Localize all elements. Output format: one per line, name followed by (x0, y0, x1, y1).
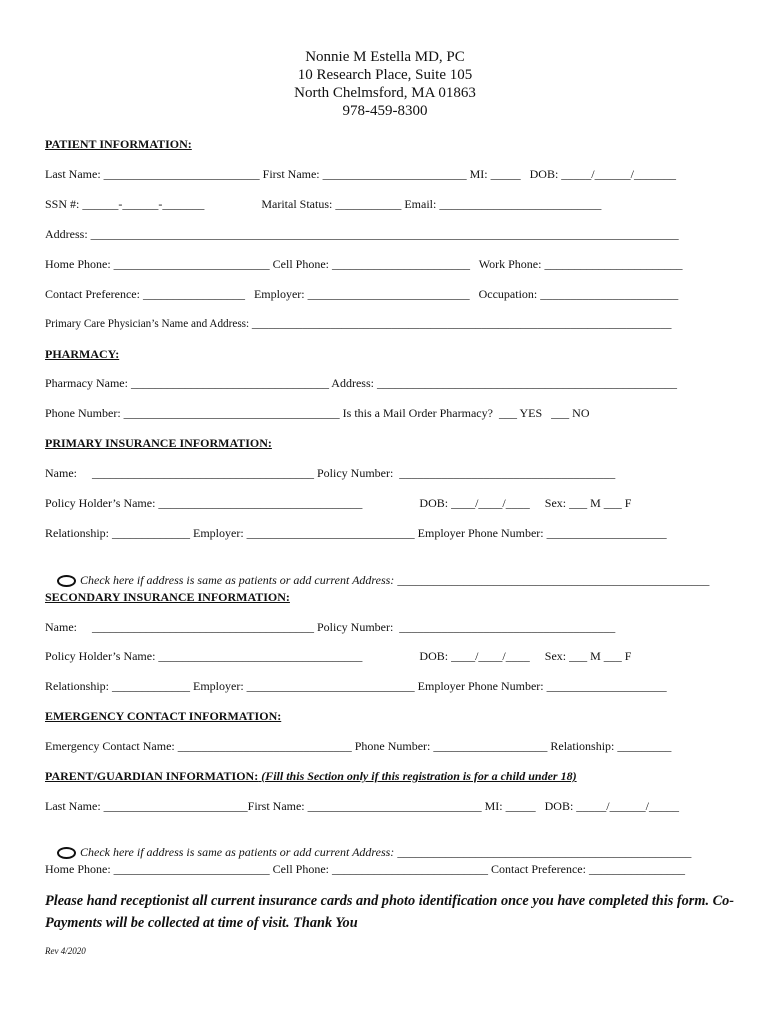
pharmacy-phone-row[interactable]: Phone Number: ____________________________________ Is this a Mail Order Pharmacy? ___ YES ___ NO (45, 406, 590, 420)
guardian-name-row[interactable]: Last Name: ________________________First Name: _____________________________ MI: _____ DOB: _____/______/_____ (45, 799, 679, 813)
guardian-address-line[interactable]: _________________________________________________ (394, 845, 692, 859)
practice-header (0, 48, 770, 120)
primary-address-check-label: Check here if address is same as patients or add current Address: (80, 573, 395, 587)
primary-holder-row[interactable]: Policy Holder’s Name: __________________________________ DOB: ____/____/____ Sex: ___ M ___ F (45, 496, 632, 510)
emergency-contact-row[interactable]: Emergency Contact Name: _____________________________ Phone Number: ___________________ Relationship: _________ (45, 739, 672, 753)
practice-city: North Chelmsford, MA 01863 (294, 85, 476, 101)
patient-physician-row[interactable]: Primary Care Physician’s Name and Address: ___________________________________________________________________________ (45, 318, 672, 330)
revision-label: Rev 4/2020 (45, 946, 86, 956)
pharmacy-heading: PHARMACY: (45, 347, 120, 361)
patient-contact-row[interactable]: Contact Preference: _________________ Employer: ___________________________ Occupation: _______________________ (45, 287, 679, 301)
guardian-note: (Fill this Section only if this registration is for a child under 18) (258, 769, 577, 783)
guardian-phone-row[interactable]: Home Phone: __________________________ Cell Phone: __________________________ Contact Preference: ________________ (45, 862, 685, 876)
pharmacy-name-row[interactable]: Pharmacy Name: _________________________________ Address: __________________________________________________ (45, 376, 677, 390)
guardian-address-checkbox[interactable] (57, 847, 76, 859)
secondary-holder-row[interactable]: Policy Holder’s Name: __________________________________ DOB: ____/____/____ Sex: ___ M ___ F (45, 649, 632, 663)
primary-address-checkbox[interactable] (57, 575, 76, 587)
patient-phone-row[interactable]: Home Phone: __________________________ Cell Phone: _______________________ Work Phone: _______________________ (45, 257, 683, 271)
secondary-name-row[interactable]: Name: _____________________________________ Policy Number: ____________________________________ (45, 620, 616, 634)
secondary-insurance-heading: SECONDARY INSURANCE INFORMATION: (45, 590, 290, 604)
guardian-address-check-label: Check here if address is same as patients or add current Address: (80, 845, 395, 859)
patient-address-row[interactable]: Address: __________________________________________________________________________________________________ (45, 227, 679, 241)
primary-relationship-row[interactable]: Relationship: _____________ Employer: ____________________________ Employer Phone Number: ____________________ (45, 526, 667, 540)
primary-address-line[interactable]: ____________________________________________________ (394, 573, 710, 587)
emergency-contact-heading: EMERGENCY CONTACT INFORMATION: (45, 709, 282, 723)
patient-information-heading: PATIENT INFORMATION: (45, 137, 192, 151)
patient-ssn-row[interactable]: SSN #: ______-______-_______ Marital Status: ___________ Email: ___________________________ (45, 197, 602, 211)
primary-insurance-heading: PRIMARY INSURANCE INFORMATION: (45, 436, 272, 450)
practice-street: 10 Research Place, Suite 105 (297, 67, 473, 83)
guardian-heading-text: PARENT/GUARDIAN INFORMATION: (45, 769, 259, 783)
closing-instructions: Please hand receptionist all current insurance cards and photo identification once you have completed this form. Co-Payments will be collected at time of visit. Thank You (45, 893, 735, 931)
guardian-heading (45, 769, 577, 784)
secondary-relationship-row[interactable]: Relationship: _____________ Employer: ____________________________ Employer Phone Number: ____________________ (45, 679, 667, 693)
practice-name: Nonnie M Estella MD, PC (305, 49, 465, 65)
practice-phone: 978-459-8300 (342, 103, 428, 119)
primary-name-row[interactable]: Name: _____________________________________ Policy Number: ____________________________________ (45, 466, 616, 480)
patient-name-row[interactable]: Last Name: __________________________ First Name: ________________________ MI: _____ DOB: _____/______/_______ (45, 167, 676, 181)
